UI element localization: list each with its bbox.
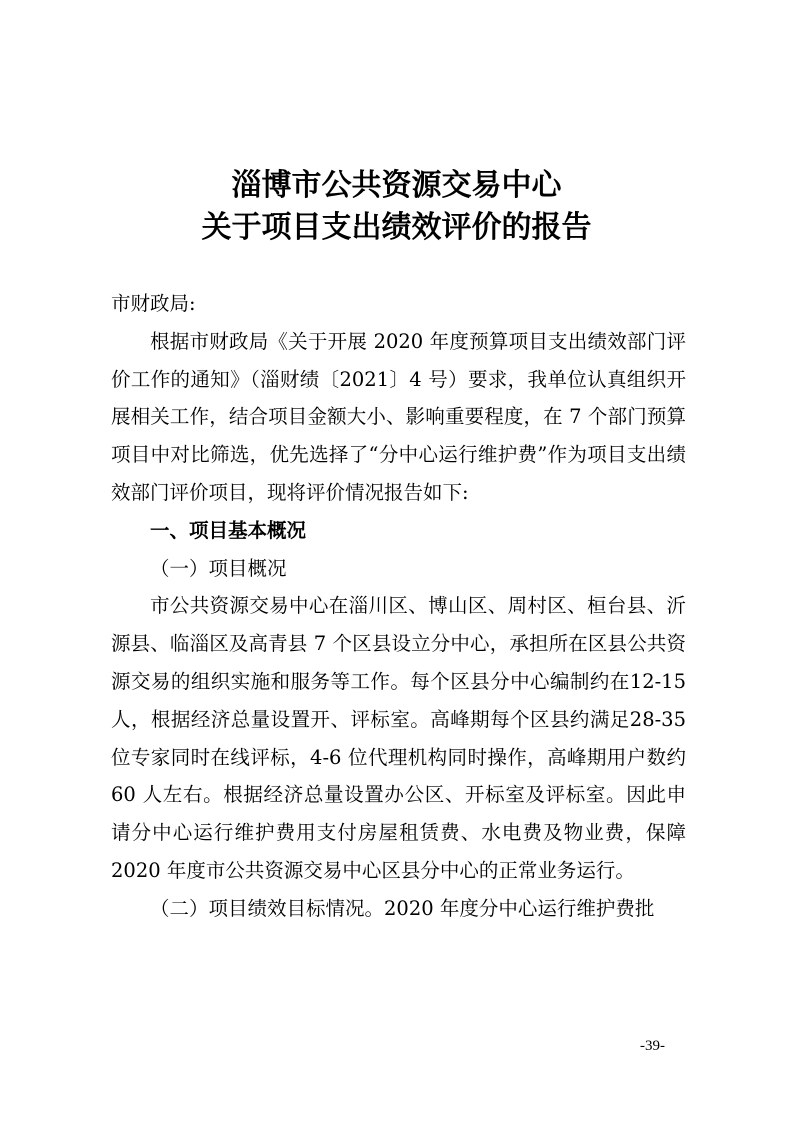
performance-goal-paragraph: （二）项目绩效目标情况。2020 年度分中心运行维护费批 (150, 896, 655, 920)
page-number: -39- (640, 1038, 665, 1054)
document-body (111, 285, 686, 928)
salutation: 市财政局: (111, 292, 196, 315)
document-title-line1: 淄博市公共资源交易中心 (231, 168, 562, 203)
document-title-line2: 关于项目支出绩效评价的报告 (201, 210, 592, 245)
intro-paragraph: 根据市财政局《关于开展 2020 年度预算项目支出绩效部门评价工作的通知》（淄财绩〔2021〕4 号）要求，我单位认真组织开展相关工作，结合项目金额大小、影响重要程度，在 7 个部门预算项目中对比筛选，优先选择了“分中心运行维护费”作为项目支出绩效部门评价项目，现将评价情况报告如下: (111, 329, 686, 504)
subsection-heading-project-overview: （一）项目概况 (150, 556, 287, 580)
section-heading-basic-overview: 一、项目基本概况 (150, 518, 307, 542)
overview-paragraph: 市公共资源交易中心在淄川区、博山区、周村区、桓台县、沂源县、临淄区及高青县 7 个区县设立分中心，承担所在区县公共资源交易的组织实施和服务等工作。每个区县分中心编制约在12-15人，根据经济总量设置开、评标室。高峰期每个区县约满足28-35 位专家同时在线评标，4-6 位代理机构同时操作，高峰期用户数约 60 人左右。根据经济总量设置办公区、开标室及评标室。因此申请分中心运行维护费用支付房屋租赁费、水电费及物业费，保障 2020 年度市公共资源交易中心区县分中心的正常业务运行。 (111, 594, 686, 882)
